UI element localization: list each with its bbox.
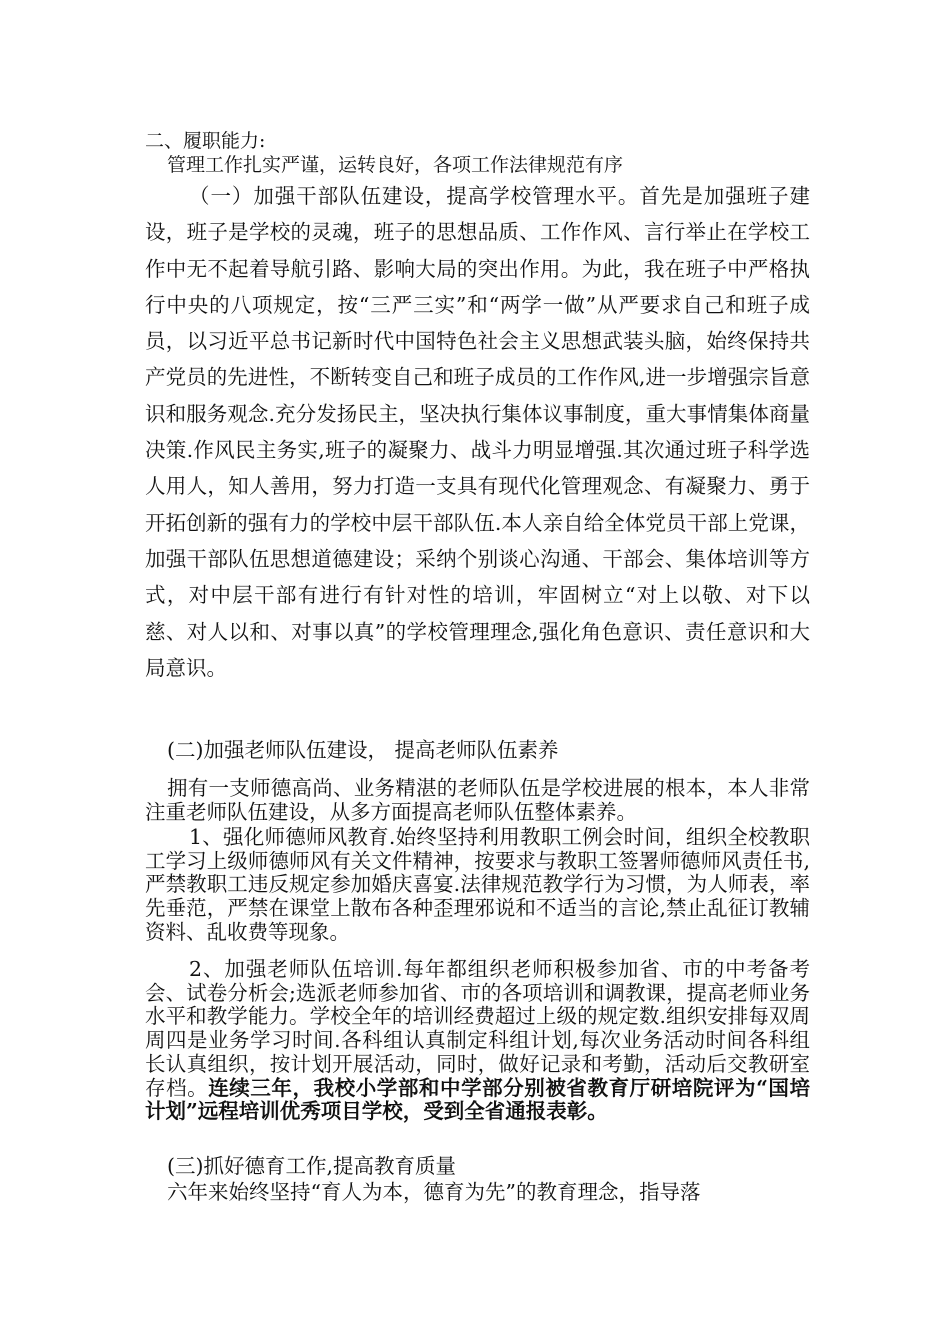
paragraph-cadre-team: （一）加强干部队伍建设，提高学校管理水平。首先是加强班子建设，班子是学校的灵魂，班子的思想品质、工作作风、言行举止在学校工作中无不起着导航引路、影响大局的突出作用。为此，我在班子中严格执行中央的八项规定，按“三严三实”和“两学一做”从严要求自己和班子成员，以习近平总书记新时代中国特色社会主义思想武装头脑，始终保持共产党员的先进性，不断转变自己和班子成员的工作作风,进一步增强宗旨意识和服务观念.充分发扬民主，坚决执行集体议事制度，重大事情集体商量决策.作风民主务实,班子的凝聚力、战斗力明显增强.其次通过班子科学选人用人，知人善用，努力打造一支具有现代化管理观念、有凝聚力、勇于开拓创新的强有力的学校中层干部队伍.本人亲自给全体党员干部上党课，加强干部队伍思想道德建设；采纳个别谈心沟通、干部会、集体培训等方式，对中层干部有进行有针对性的培训，牢固树立“对上以敬、对下以慈、对人以和、对事以真”的学校管理理念,强化角色意识、责任意识和大局意识。 [145,184,810,680]
subheading-teacher-team: (二)加强老师队伍建设， 提高老师队伍素养 [167,738,559,762]
paragraph-teacher-team: 拥有一支师德高尚、业务精湛的老师队伍是学校进展的根本，本人非常注重老师队伍建设，从多方面提高老师队伍整体素养。 [145,776,810,824]
training-text: 2、加强老师队伍培训.每年都组织老师积极参加省、市的中考备考会、试卷分析会;选派老师参加省、市的各项培训和调教课，提高老师业务水平和教学能力。学校全年的培训经费超过上级的规定数.组织安排每双周周四是业务学习时间.各科组认真制定科组计划,每次业务活动时间各科组长认真组织，按计划开展活动，同时，做好记录和考勤，活动后交教研室存档。 [145,957,810,1100]
paragraph-moral-education: 六年来始终坚持“育人为本，德育为先”的教育理念，指导落 [167,1180,701,1204]
honor-text: 连续三年，我校小学部和中学部分别被省教育厅研培院评为“国培计划”远程培训优秀项目学校，受到全省通报表彰。 [145,1075,810,1124]
intro-line: 管理工作扎实严谨，运转良好，各项工作法律规范有序 [167,154,624,176]
subheading-moral-education: (三)抓好德育工作,提高教育质量 [167,1154,457,1178]
section-title: 二、履职能力: [145,130,266,152]
paragraph-ethics-education: 1、强化师德师风教育.始终坚持利用教职工例会时间，组织全校教职工学习上级师德师风有关文件精神，按要求与教职工签署师德师风责任书,严禁教职工违反规定参加婚庆喜宴.法律规范教学行为习惯，为人师表，率先垂范，严禁在课堂上散布各种歪理邪说和不适当的言论,禁止乱征订教辅资料、乱收费等现象。 [145,825,810,944]
paragraph-teacher-training [145,958,810,1124]
